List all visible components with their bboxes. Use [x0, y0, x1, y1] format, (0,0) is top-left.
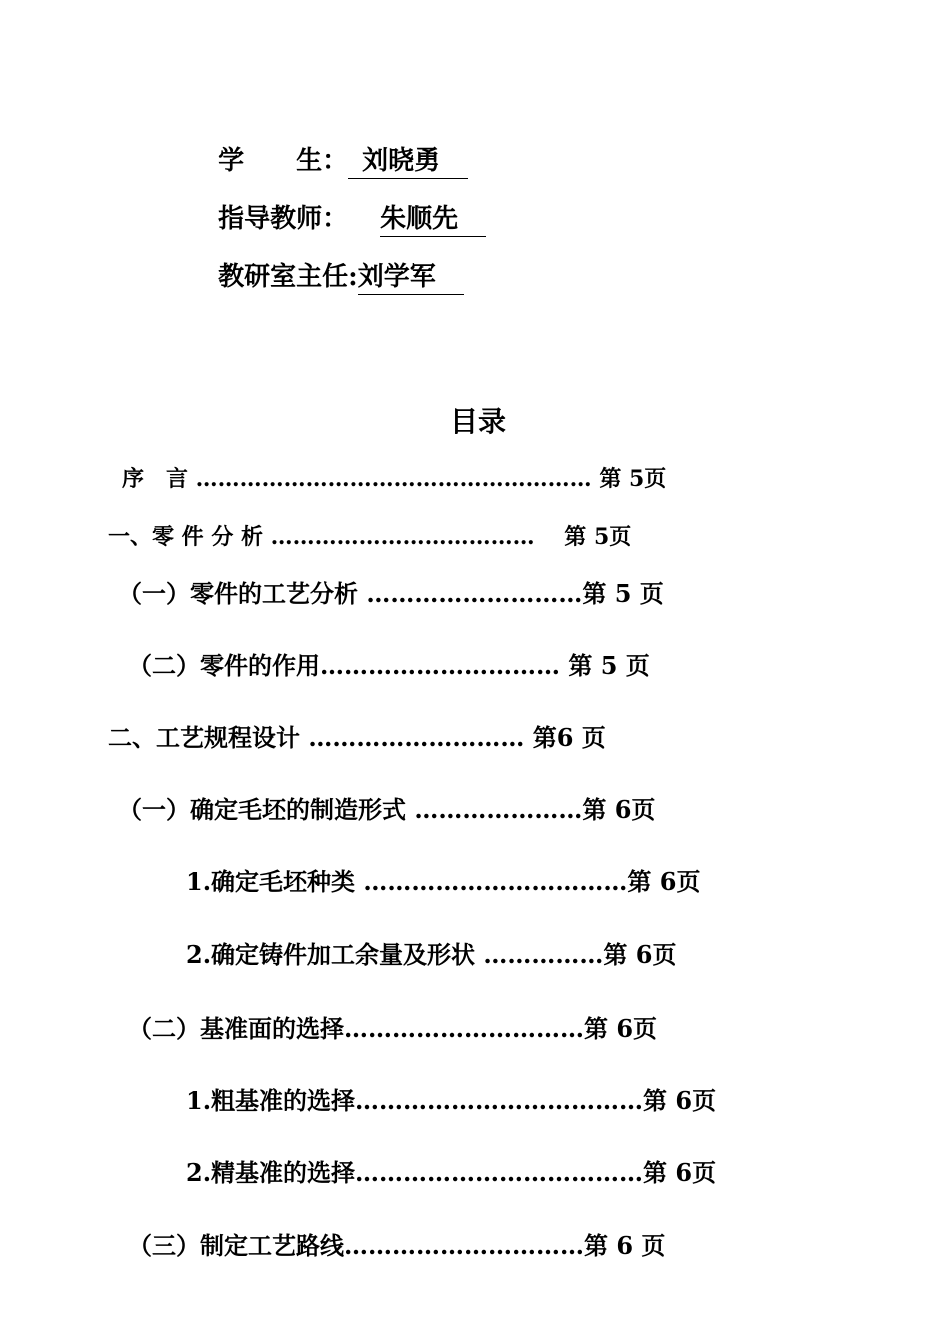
student-row: [200, 122, 468, 179]
advisor-name: 朱顺先: [380, 206, 486, 237]
advisor-label: 指导教师：: [218, 204, 349, 234]
toc-entry: 2.确定铸件加工余量及形状 ……………第 6页: [186, 940, 677, 969]
director-label: 教研室主任:: [218, 262, 358, 292]
toc-entry: （一）确定毛坯的制造形式 …………………第 6页: [118, 795, 656, 824]
toc-entry: 二、工艺规程设计 ……………………… 第6 页: [108, 723, 606, 752]
toc-entry: 1.粗基准的选择………………………………第 6页: [186, 1086, 717, 1115]
toc-entry: （一）零件的工艺分析 ………………………第 5 页: [118, 579, 664, 608]
toc-entry: 一、零 件 分 析 ……………………………… 第 5页: [108, 524, 632, 550]
toc-entry: 2.精基准的选择………………………………第 6页: [186, 1158, 717, 1187]
toc-entry: 序 言 ……………………………………………… 第 5页: [122, 466, 667, 492]
toc-title: 目录: [450, 405, 507, 438]
director-row: [200, 238, 464, 295]
director-name: 刘学军: [358, 264, 464, 295]
toc-entry: 1.确定毛坯种类 ……………………………第 6页: [186, 867, 701, 896]
toc-entry: （三）制定工艺路线…………………………第 6 页: [128, 1231, 666, 1260]
student-name: 刘晓勇: [348, 148, 468, 179]
toc-entry: （二）基准面的选择…………………………第 6页: [128, 1014, 658, 1043]
toc-entry: （二）零件的作用………………………… 第 5 页: [128, 651, 650, 680]
advisor-row: [200, 180, 486, 237]
student-label: 学 生：: [218, 146, 349, 176]
